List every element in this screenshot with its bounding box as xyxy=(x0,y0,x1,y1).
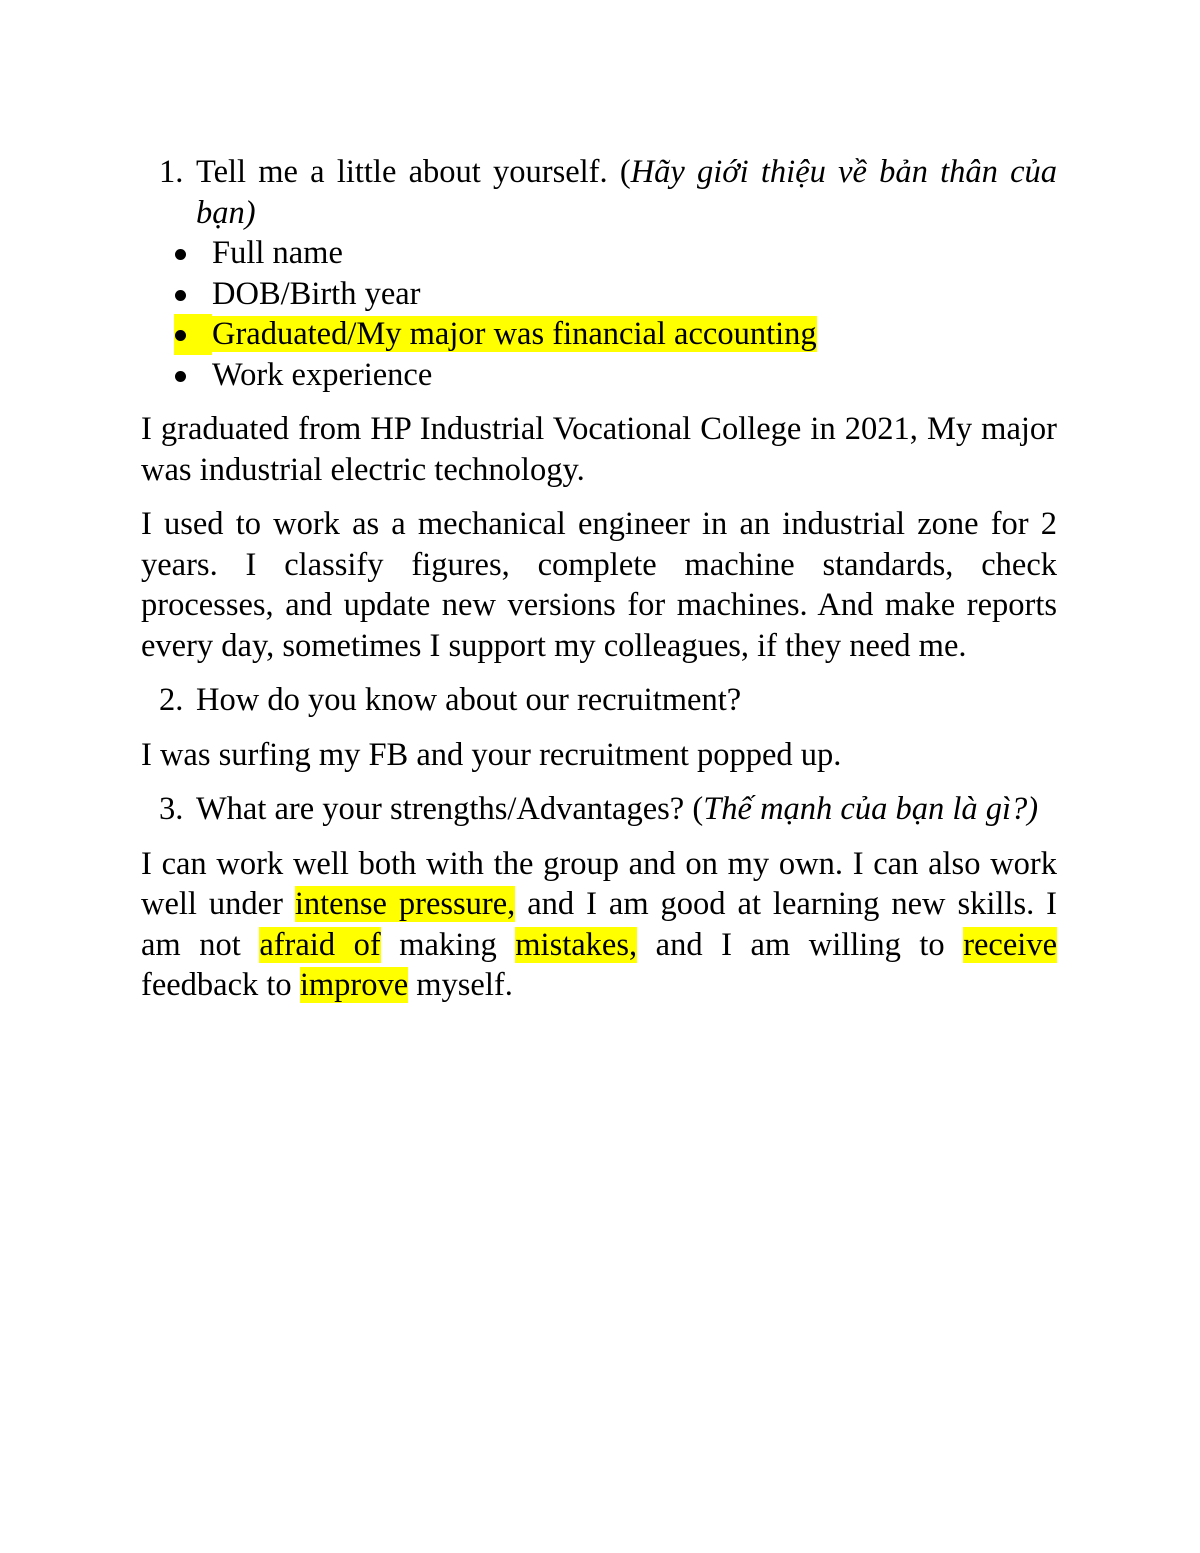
highlight-mistakes: mistakes, xyxy=(515,926,638,963)
question-2-number: 2. xyxy=(159,682,184,718)
highlight-improve: improve xyxy=(299,967,409,1003)
question-1-number: 1. xyxy=(159,154,184,190)
question-3-english: What are your strengths/Advantages? ( xyxy=(196,791,704,827)
answer-1-paragraph-1: I graduated from HP Industrial Vocational College in 2021, My major was industrial electric technology. xyxy=(141,411,1057,488)
question-1-text xyxy=(196,152,1057,233)
highlight-afraid-of: afraid of xyxy=(259,926,381,963)
bullet-icon xyxy=(175,330,186,341)
bullet-item-label: Full name xyxy=(212,235,343,271)
question-3 xyxy=(141,789,1057,830)
highlight-intense-pressure: intense pressure, xyxy=(294,886,516,922)
question-2-text: How do you know about our recruitment? xyxy=(196,682,742,718)
bullet-item-label: DOB/Birth year xyxy=(212,275,421,312)
highlight-receive: receive xyxy=(963,926,1057,963)
answer-3-paragraph xyxy=(141,844,1057,1006)
question-1-bullet-list xyxy=(141,233,1057,395)
highlight-marker xyxy=(174,314,212,355)
answer-1-paragraph-2: I used to work as a mechanical engineer in an industrial zone for 2 years. I classify figures, complete machine standards, check processes, and update new versions for machines. And make reports every day, sometimes I support my colleagues, if they need me. xyxy=(141,506,1057,664)
bullet-item-label-highlighted: Graduated/My major was financial accounting xyxy=(212,316,817,352)
question-3-text xyxy=(196,789,1057,830)
answer-3-text: I can work well both with the group and on my own. I can also work well under xyxy=(141,845,1057,922)
bullet-item-label: Work experience xyxy=(212,356,433,393)
bullet-item-work-experience xyxy=(141,355,1057,396)
answer-2-paragraph: I was surfing my FB and your recruitment popped up. xyxy=(141,736,842,773)
question-1 xyxy=(141,152,1057,233)
question-3-number: 3. xyxy=(159,791,184,827)
answer-3-text: myself. xyxy=(408,967,513,1003)
question-2 xyxy=(141,680,1057,721)
answer-3-text: feedback to xyxy=(141,967,300,1003)
question-3-vietnamese: Thế mạnh của bạn là gì?) xyxy=(703,791,1039,827)
answer-3-text: and I am good at learning new skills. I am not xyxy=(141,886,1057,963)
bullet-item-full-name xyxy=(141,233,1057,274)
question-1-english: Tell me a little about yourself. ( xyxy=(196,154,631,190)
bullet-item-graduated xyxy=(141,314,1057,355)
bullet-icon xyxy=(175,371,186,382)
bullet-icon xyxy=(175,249,186,260)
answer-3-text: and I am willing to xyxy=(637,926,964,963)
question-1-vietnamese: Hãy giới thiệu về bản thân của bạn) xyxy=(196,154,1058,231)
document-page xyxy=(141,152,1057,1006)
bullet-item-dob xyxy=(141,274,1057,315)
answer-3-text: making xyxy=(380,926,516,963)
bullet-icon xyxy=(175,290,186,301)
